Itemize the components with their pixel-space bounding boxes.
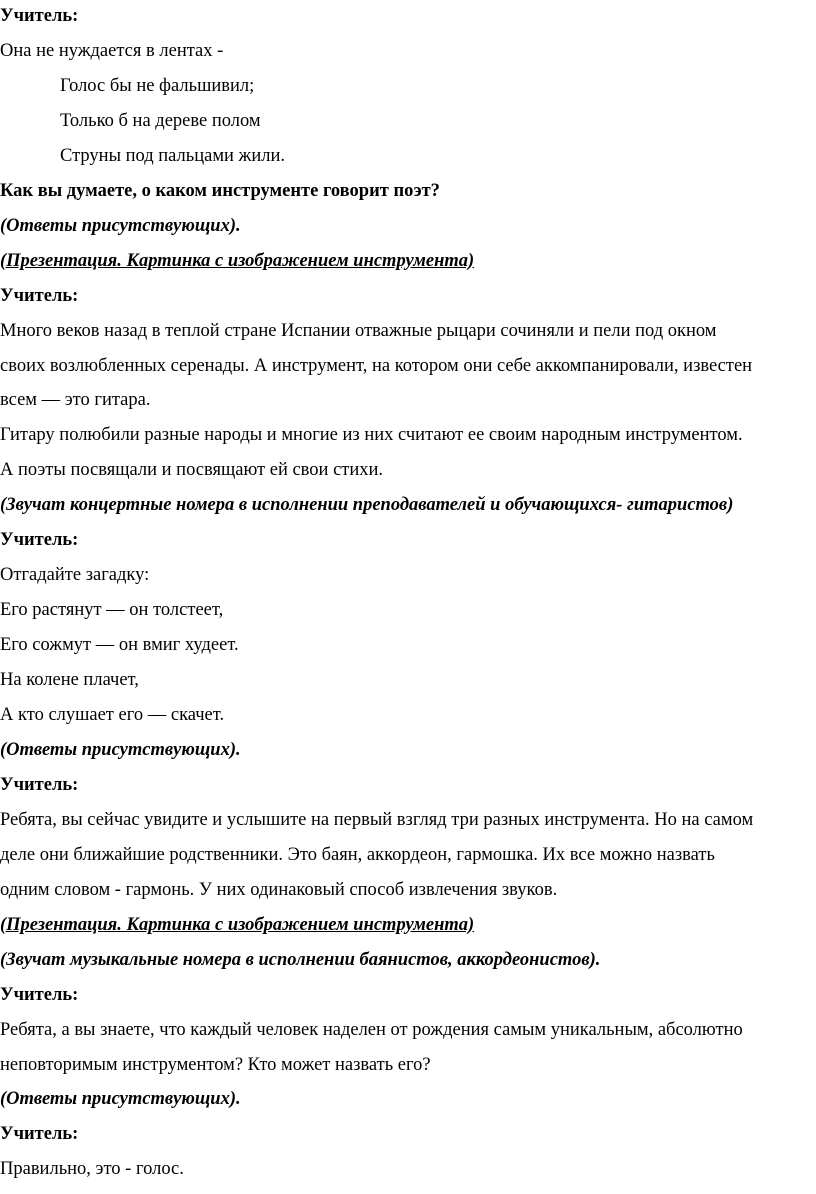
poem-line: Голос бы не фальшивил; [60,75,255,96]
text-line: Его растянут — он толстеет, [0,600,224,621]
presentation-note: (Презентация. Картинка с изображением инструмента) [0,914,475,935]
speaker-label: Учитель: [0,774,79,795]
text-line: одним словом - гармонь. У них одинаковый способ извлечения звуков. [0,879,558,900]
stage-direction: (Звучат музыкальные номера в исполнении баянистов, аккордеонистов). [0,949,601,970]
text-line: Гитару полюбили разные народы и многие из них считают ее своим народным инструментом. [0,425,743,446]
speaker-label: Учитель: [0,285,79,306]
speaker-label: Учитель: [0,984,79,1005]
text-line: А кто слушает его — скачет. [0,705,225,725]
text-line: всем — это гитара. [0,390,151,411]
speaker-label: Учитель: [0,1124,79,1145]
text-line: своих возлюбленных серенады. А инструмент, на котором они себе аккомпанировали, известен [0,355,753,376]
stage-direction: (Ответы присутствующих). [0,739,241,760]
poem-line: Струны под пальцами жили. [60,145,285,166]
presentation-note: (Презентация. Картинка с изображением инструмента) [0,250,475,271]
text-line: Правильно, это - голос. [0,1159,184,1180]
speaker-label: Учитель: [0,530,79,551]
text-line: Много веков назад в теплой стране Испании отважные рыцари сочиняли и пели под окном [0,320,717,341]
text-line: Отгадайте загадку: [0,565,150,586]
text-line: Ребята, вы сейчас увидите и услышите на первый взгляд три разных инструмента. Но на самом [0,809,754,830]
poem-line: Только б на дереве полом [60,110,261,131]
text-line: Ребята, а вы знаете, что каждый человек наделен от рождения самым уникальным, абсолютно [0,1019,743,1040]
stage-direction: (Звучат концертные номера в исполнении преподавателей и обучающихся- гитаристов) [0,495,734,516]
text-line: Его сожмут — он вмиг худеет. [0,635,239,656]
stage-direction: (Ответы присутствующих). [0,1089,241,1110]
stage-direction: (Ответы присутствующих). [0,215,241,236]
text-line: неповторимым инструментом? Кто может назвать его? [0,1054,431,1075]
question-line: Как вы думаете, о каком инструменте говорит поэт? [0,180,440,201]
text-line: На колене плачет, [0,670,139,691]
text-line: деле они ближайшие родственники. Это баян, аккордеон, гармошка. Их все можно назвать [0,844,715,865]
speaker-label: Учитель: [0,6,79,26]
text-line: Она не нуждается в лентах - [0,40,224,61]
text-line: А поэты посвящали и посвящают ей свои стихи. [0,460,384,481]
